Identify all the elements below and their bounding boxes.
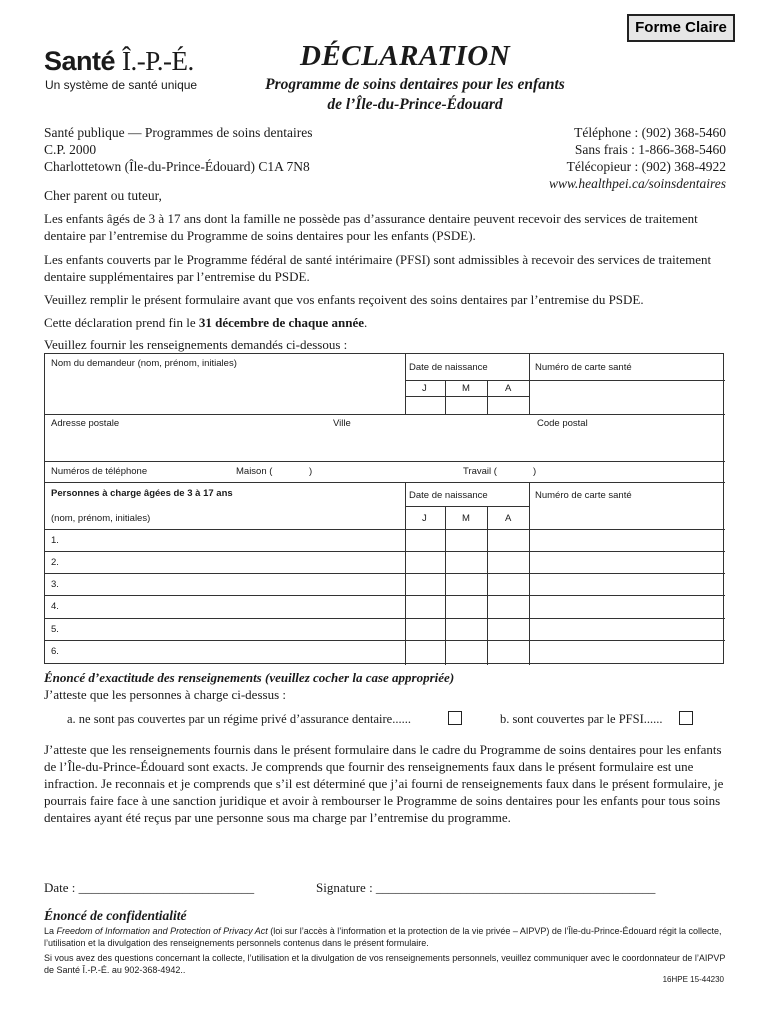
logo <box>44 46 194 77</box>
intro-paragraph-1: Les enfants âgés de 3 à 17 ans dont la famille ne possède pas d’assurance dentaire peuvent recevoir des services de traitement dentaire par l’entremise du Programme de soins dentaires pour les enfants (PSDE). <box>44 211 698 243</box>
phones-label: Numéros de téléphone <box>51 466 148 477</box>
address-line2: C.P. 2000 <box>44 142 97 157</box>
applicant-form-table <box>44 353 724 664</box>
contact-tollfree: Sans frais : 1-866-368-5460 <box>574 142 726 157</box>
date-field[interactable]: Date : ___________________________ <box>44 880 255 895</box>
logo-main-text: Santé <box>44 46 116 76</box>
applicant-dob-label: Date de naissance <box>409 362 488 373</box>
dependants-health-card-label: Numéro de carte santé <box>535 490 632 501</box>
greeting: Cher parent ou tuteur, <box>44 188 162 203</box>
privacy-paragraph-1 <box>44 925 734 949</box>
option-b-label: b. sont couvertes par le PFSI...... <box>500 712 663 726</box>
clear-form-button[interactable]: Forme Claire <box>627 14 735 42</box>
dependants-dob-day: J <box>422 513 427 524</box>
home-phone-close: ) <box>309 466 313 477</box>
postal-code-label: Code postal <box>537 418 588 429</box>
applicant-health-card-label: Numéro de carte santé <box>535 362 632 373</box>
privacy-act-name: Freedom of Information and Protection of Privacy Act <box>56 926 268 936</box>
applicant-dob-month: M <box>462 383 470 394</box>
accuracy-attest: J’atteste que les personnes à charge ci-dessus : <box>44 687 286 702</box>
dependants-sub-label: (nom, prénom, initiales) <box>51 513 151 524</box>
intro-paragraph-3: Veuillez remplir le présent formulaire avant que vos enfants reçoivent des soins dentaires par l’entremise du PSDE. <box>44 292 644 307</box>
accuracy-statement: J’atteste que les renseignements fournis dans le présent formulaire dans le cadre du Programme de soins dentaires pour les enfants de l’Île-du-Prince-Édouard sont exacts. Je comprends que fournir des renseignements faux dans le présent formulaire est une infraction. Je reconnais et je comprends que s’il est déterminé que j’ai fourni de renseignements faux dans le présent formulaire, je pourrais faire face à une sanction juridique et avoir à rembourser le Programme de soins dentaires pour les enfants pour tous soins dentaires ayant été reçus par une personne sous ma charge par l’entremise du programme. <box>44 742 724 825</box>
option-a-checkbox[interactable] <box>448 711 462 725</box>
page-subtitle-line2: de l’Île-du-Prince-Édouard <box>327 96 503 113</box>
dependant-row-3[interactable]: 3. <box>51 579 59 590</box>
option-b-checkbox[interactable] <box>679 711 693 725</box>
intro-paragraph-5: Veuillez fournir les renseignements demandés ci-dessous : <box>44 337 348 352</box>
privacy-paragraph-2: Si vous avez des questions concernant la collecte, l’utilisation et la divulgation de vos renseignements personnels, veuillez communiquer avec le coordonnateur de l’AIPVP de Santé Î.-P.-É. au 902-368-4942.. <box>44 953 726 975</box>
intro-paragraph-4 <box>44 315 734 332</box>
privacy-p1-pre: La <box>44 926 57 936</box>
mailing-address-label: Adresse postale <box>51 418 120 429</box>
contact-website-link[interactable]: www.healthpei.ca/soinsdentaires <box>549 176 726 191</box>
applicant-dob-year: A <box>505 383 512 394</box>
signature-field[interactable]: Signature : ___________________________________________ <box>316 880 656 895</box>
logo-region-text: Î.-P.-É. <box>122 46 194 76</box>
dependants-label: Personnes à charge âgées de 3 à 17 ans <box>51 488 233 499</box>
option-a-label: a. ne sont pas couvertes par un régime privé d’assurance dentaire...... <box>67 712 411 726</box>
contact-phone: Téléphone : (902) 368-5460 <box>574 125 726 140</box>
dependant-row-5[interactable]: 5. <box>51 624 59 635</box>
dependants-dob-month: M <box>462 513 470 524</box>
address-line1: Santé publique — Programmes de soins dentaires <box>44 125 313 140</box>
privacy-heading: Énoncé de confidentialité <box>44 908 187 923</box>
accuracy-heading: Énoncé d’exactitude des renseignements (veuillez cocher la case appropriée) <box>44 670 455 685</box>
page-subtitle-line1: Programme de soins dentaires pour les enfants <box>265 76 565 93</box>
applicant-name-label: Nom du demandeur (nom, prénom, initiales) <box>51 358 237 369</box>
dependant-row-1[interactable]: 1. <box>51 535 59 546</box>
dependants-dob-label: Date de naissance <box>409 490 488 501</box>
form-code: 16HPE 15-44230 <box>662 975 724 984</box>
logo-tagline: Un système de santé unique <box>45 78 198 92</box>
work-phone-label: Travail ( <box>463 466 497 477</box>
work-phone-close: ) <box>533 466 537 477</box>
dependant-row-2[interactable]: 2. <box>51 557 59 568</box>
privacy-p1-post: (loi sur l’accès à l’information et la protection de la vie privée – AIPVP) de l’Île-du-Prince-Édouard régit la collecte, l’utilisation et la divulgation des renseignements personnels contenus dans le présent formulaire. <box>44 926 722 948</box>
applicant-dob-day: J <box>422 383 427 394</box>
home-phone-label: Maison ( <box>236 466 273 477</box>
dependant-row-6[interactable]: 6. <box>51 646 59 657</box>
intro-p4-text: Cette déclaration prend fin le <box>44 315 199 330</box>
dependants-dob-year: A <box>505 513 512 524</box>
address-line3: Charlottetown (Île-du-Prince-Édouard) C1A 7N8 <box>44 159 310 174</box>
dependant-row-4[interactable]: 4. <box>51 601 59 612</box>
page-title: DÉCLARATION <box>300 40 511 72</box>
intro-paragraph-2: Les enfants couverts par le Programme fédéral de santé intérimaire (PFSI) sont admissibles à recevoir des services de traitement dentaire supplémentaires par l’entremise du PSDE. <box>44 252 712 284</box>
intro-p4-end: . <box>364 315 368 330</box>
intro-p4-deadline: 31 décembre de chaque année <box>198 315 364 330</box>
contact-fax: Télécopieur : (902) 368-4922 <box>566 159 726 174</box>
city-label: Ville <box>333 418 351 429</box>
